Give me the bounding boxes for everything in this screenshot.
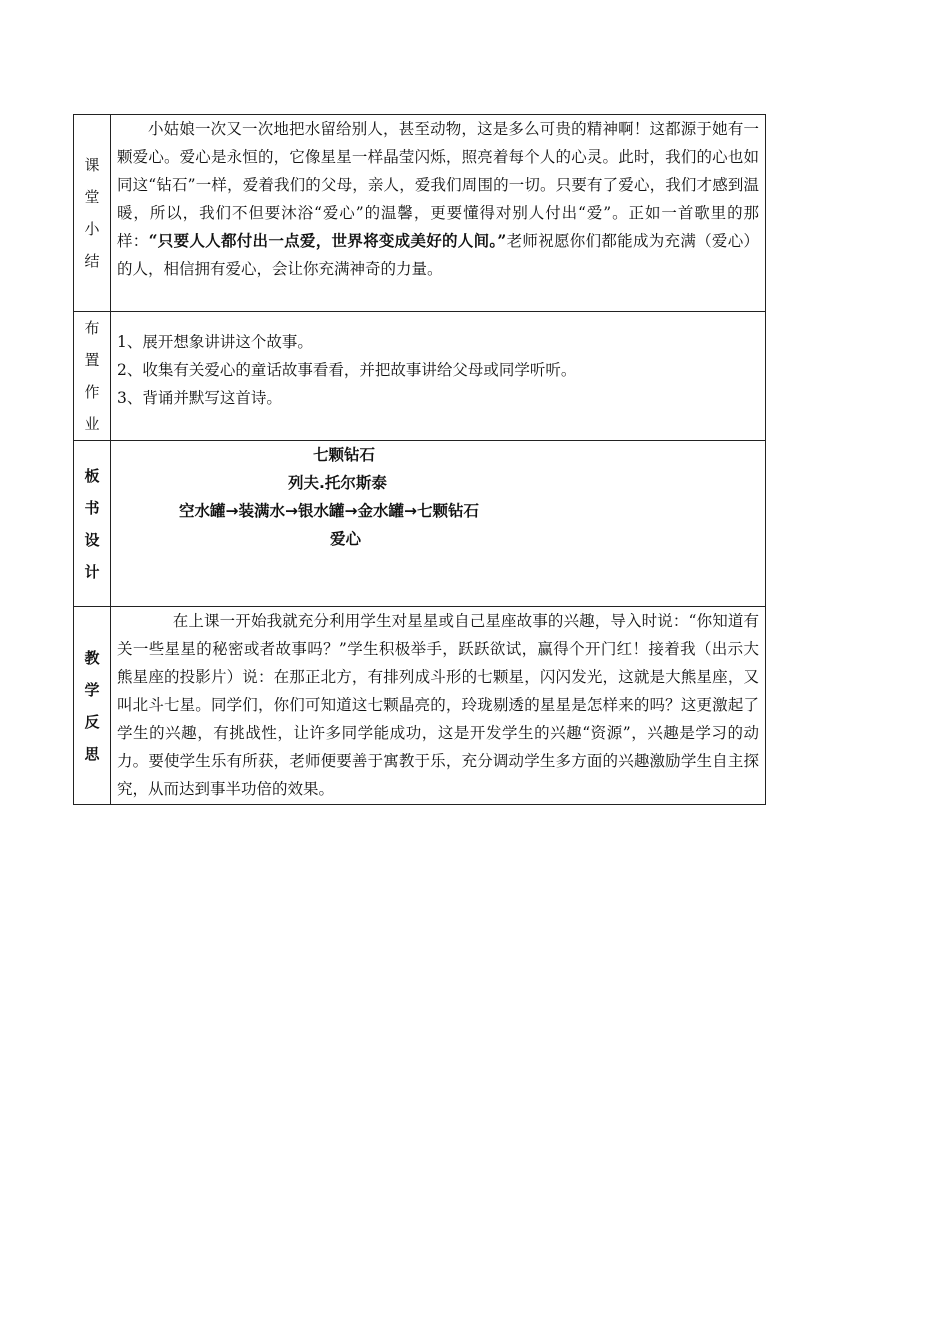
homework-label-char: 布 (84, 319, 100, 337)
homework-label-cell (74, 312, 111, 441)
homework-row (74, 312, 766, 441)
board-label-char: 板 (84, 466, 100, 485)
homework-label-char: 置 (84, 351, 100, 369)
board-content (111, 441, 766, 607)
reflection-paragraph: 在上课一开始我就充分利用学生对星星或自己星座故事的兴趣，导入时说：“你知道有关一些星星的秘密或者故事吗？”学生积极举手，跃跃欲试，赢得个开门红！接着我（出示大熊星座的投影片）说：在那正北方，有排列成斗形的七颗星，闪闪发光，这就是大熊星座，又叫北斗七星。同学们，你们可知道这七颗晶亮的，玲珑剔透的星星是怎样来的吗？这更激起了学生的兴趣，有挑战性，让许多同学能成功，这是开发学生的兴趣“资源”，兴趣是学习的动力。要使学生乐有所获，老师便要善于寓教于乐，充分调动学生多方面的兴趣激励学生自主探究，从而达到事半功倍的效果。 (117, 612, 759, 798)
homework-label-char: 业 (84, 415, 100, 433)
board-theme: 爱心 (330, 530, 362, 548)
homework-label-char: 作 (84, 383, 100, 401)
summary-row (74, 115, 766, 312)
summary-paragraph (117, 115, 759, 283)
summary-label-char: 堂 (84, 188, 100, 206)
summary-text-1: 小姑娘一次又一次地把水留给别人，甚至动物，这是多么可贵的精神啊！这都源于她有一颗爱心。爱心是永恒的，它像星星一样晶莹闪烁，照亮着每个人的心灵。此时，我们的心也如同这“钻石”一样，爱着我们的父母，亲人，爱我们周围的一切。只要有了爱心，我们才感到温暖，所以，我们不但要沐浴“爱心”的温馨，更要懂得对别人付出“爱”。正如一首歌里的那样： (117, 120, 759, 250)
summary-label-char: 结 (84, 252, 100, 270)
board-author: 列夫.托尔斯泰 (288, 474, 387, 492)
board-flow: 空水罐→装满水→银水罐→金水罐→七颗钻石 (179, 502, 479, 520)
summary-label-char: 课 (84, 156, 100, 174)
board-title: 七颗钻石 (313, 446, 376, 464)
homework-content (111, 312, 766, 441)
homework-item: 3、背诵并默写这首诗。 (117, 389, 282, 407)
summary-quote: “只要人人都付出一点爱，世界将变成美好的人间。” (148, 231, 507, 250)
homework-item: 2、收集有关爱心的童话故事看看，并把故事讲给父母或同学听听。 (117, 361, 577, 379)
lesson-plan-table (73, 114, 766, 805)
summary-content (111, 115, 766, 312)
board-design (111, 441, 765, 606)
summary-text-2: 老师祝愿你们都能成为充满（爱心）的人，相信拥有爱心，会让你充满神奇的力量。 (117, 232, 759, 278)
board-row (74, 441, 766, 607)
board-label-cell (74, 441, 111, 607)
homework-label (74, 312, 110, 440)
reflection-row (74, 607, 766, 805)
reflection-content (111, 607, 766, 805)
board-label-char: 计 (84, 562, 100, 581)
summary-label-cell (74, 115, 111, 312)
homework-list (117, 328, 759, 412)
reflection-label-char: 学 (84, 680, 100, 699)
homework-item: 1、展开想象讲讲这个故事。 (117, 333, 313, 351)
reflection-label-cell (74, 607, 111, 805)
reflection-label-char: 思 (84, 744, 100, 763)
board-label-char: 书 (84, 498, 100, 517)
summary-label (74, 149, 110, 277)
board-label-char: 设 (84, 530, 100, 549)
reflection-label-char: 教 (84, 648, 100, 667)
reflection-label (74, 642, 110, 770)
summary-label-char: 小 (84, 220, 100, 238)
reflection-label-char: 反 (84, 712, 100, 731)
board-label (74, 460, 110, 588)
